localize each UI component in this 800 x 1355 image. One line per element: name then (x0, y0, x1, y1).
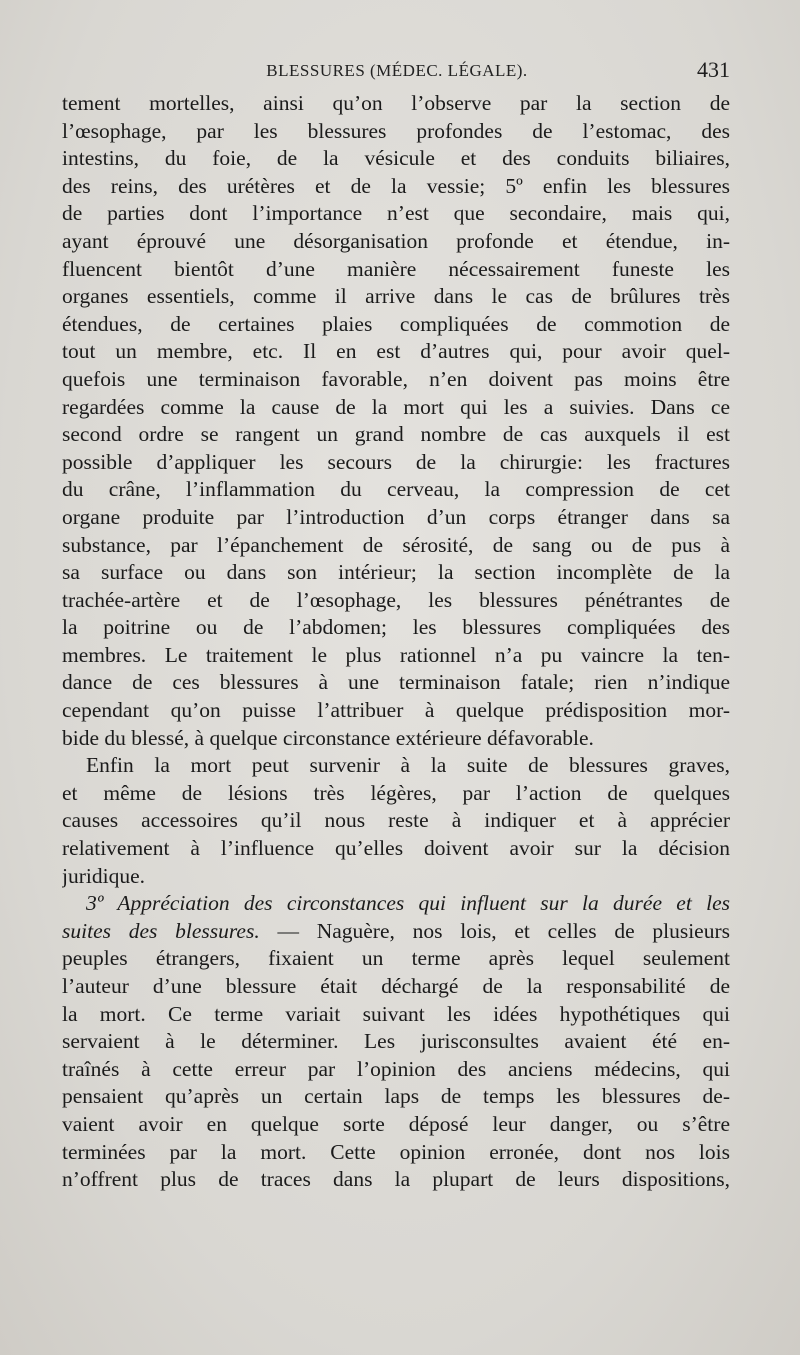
text-line: traînés à cette erreur par l’opinion des anciens médecins, qui (62, 1056, 730, 1081)
text-line: possible d’appliquer les secours de la chirurgie: les fractures (62, 449, 730, 474)
text-line: ayant éprouvé une désorganisation profonde et étendue, in- (62, 228, 730, 253)
text-line: l’œsophage, par les blessures profondes de l’estomac, des (62, 118, 730, 143)
text-line: Enfin la mort peut survenir à la suite de blessures graves, (86, 753, 730, 778)
text-line: vaient avoir en quelque sorte déposé leur danger, ou s’être (62, 1111, 730, 1136)
text-line: trachée-artère et de l’œsophage, les blessures pénétrantes de (62, 587, 730, 612)
text-line: étendues, de certaines plaies compliquées de commotion de (62, 311, 730, 336)
text-line: organe produite par l’introduction d’un corps étranger dans sa (62, 504, 730, 529)
text-line: n’offrent plus de traces dans la plupart de leurs dispositions, (62, 1167, 730, 1192)
text-line: causes accessoires qu’il nous reste à indiquer et à apprécier (62, 808, 730, 833)
text-line: relativement à l’influence qu’elles doivent avoir sur la décision (62, 836, 730, 861)
text-line: substance, par l’épanchement de sérosité, de sang ou de pus à (62, 532, 730, 557)
text-line: bide du blessé, à quelque circonstance extérieure défavorable. (62, 725, 594, 750)
text-line: quefois une terminaison favorable, n’en doivent pas moins être (62, 366, 730, 391)
text-line: sa surface ou dans son intérieur; la section incomplète de la (62, 560, 730, 585)
text-line: intestins, du foie, de la vésicule et des conduits biliaires, (62, 146, 730, 171)
text-line: peuples étrangers, fixaient un terme après lequel seulement (62, 946, 730, 971)
text-line: la poitrine ou de l’abdomen; les blessures compliquées des (62, 615, 730, 640)
text-line: membres. Le traitement le plus rationnel n’a pu vaincre la ten- (62, 642, 730, 667)
section-heading-italic: suites des blessures. (62, 918, 260, 943)
text-line: cependant qu’on puisse l’attribuer à quelque prédisposition mor- (62, 698, 730, 723)
text-line: la mort. Ce terme variait suivant les idées hypothétiques qui (62, 1001, 730, 1026)
section-text-start: — Naguère, nos lois, et celles de plusieurs (259, 918, 730, 943)
text-line: du crâne, l’inflammation du cerveau, la compression de cet (62, 477, 730, 502)
body-text (62, 90, 730, 1194)
section-3 (62, 890, 730, 1194)
text-line: terminées par la mort. Cette opinion erronée, dont nos lois (62, 1139, 730, 1164)
text-line: second ordre se rangent un grand nombre de cas auxquels il est (62, 422, 730, 447)
paragraph-1 (62, 90, 730, 752)
text-line: tement mortelles, ainsi qu’on l’observe par la section de (62, 91, 730, 115)
text-line: des reins, des urétères et de la vessie; 5º enfin les blessures (62, 173, 730, 198)
section-heading: 3º Appréciation des circonstances qui influent sur la durée et les (86, 891, 730, 916)
text-line: l’auteur d’une blessure était déchargé de la responsabilité de (62, 974, 730, 998)
text-line: juridique. (62, 863, 145, 888)
page-header (62, 55, 732, 89)
text-line: regardées comme la cause de la mort qui les a suivies. Dans ce (62, 394, 730, 419)
text-line: fluencent bientôt d’une manière nécessairement funeste les (62, 256, 730, 281)
text-line: organes essentiels, comme il arrive dans le cas de brûlures très (62, 284, 730, 309)
text-line: de parties dont l’importance n’est que secondaire, mais qui, (62, 201, 730, 226)
text-line: servaient à le déterminer. Les jurisconsultes avaient été en- (62, 1029, 730, 1054)
section-heading-continued (62, 918, 730, 946)
text-line: tout un membre, etc. Il en est d’autres qui, pour avoir quel- (62, 339, 730, 364)
text-line: et même de lésions très légères, par l’action de quelques (62, 780, 730, 805)
text-line: dance de ces blessures à une terminaison fatale; rien n’indique (62, 670, 730, 695)
text-line: pensaient qu’après un certain laps de temps les blessures de- (62, 1084, 730, 1109)
paragraph-2 (62, 752, 730, 890)
page-number: 431 (697, 57, 730, 82)
running-head: BLESSURES (MÉDEC. LÉGALE). (266, 61, 528, 80)
